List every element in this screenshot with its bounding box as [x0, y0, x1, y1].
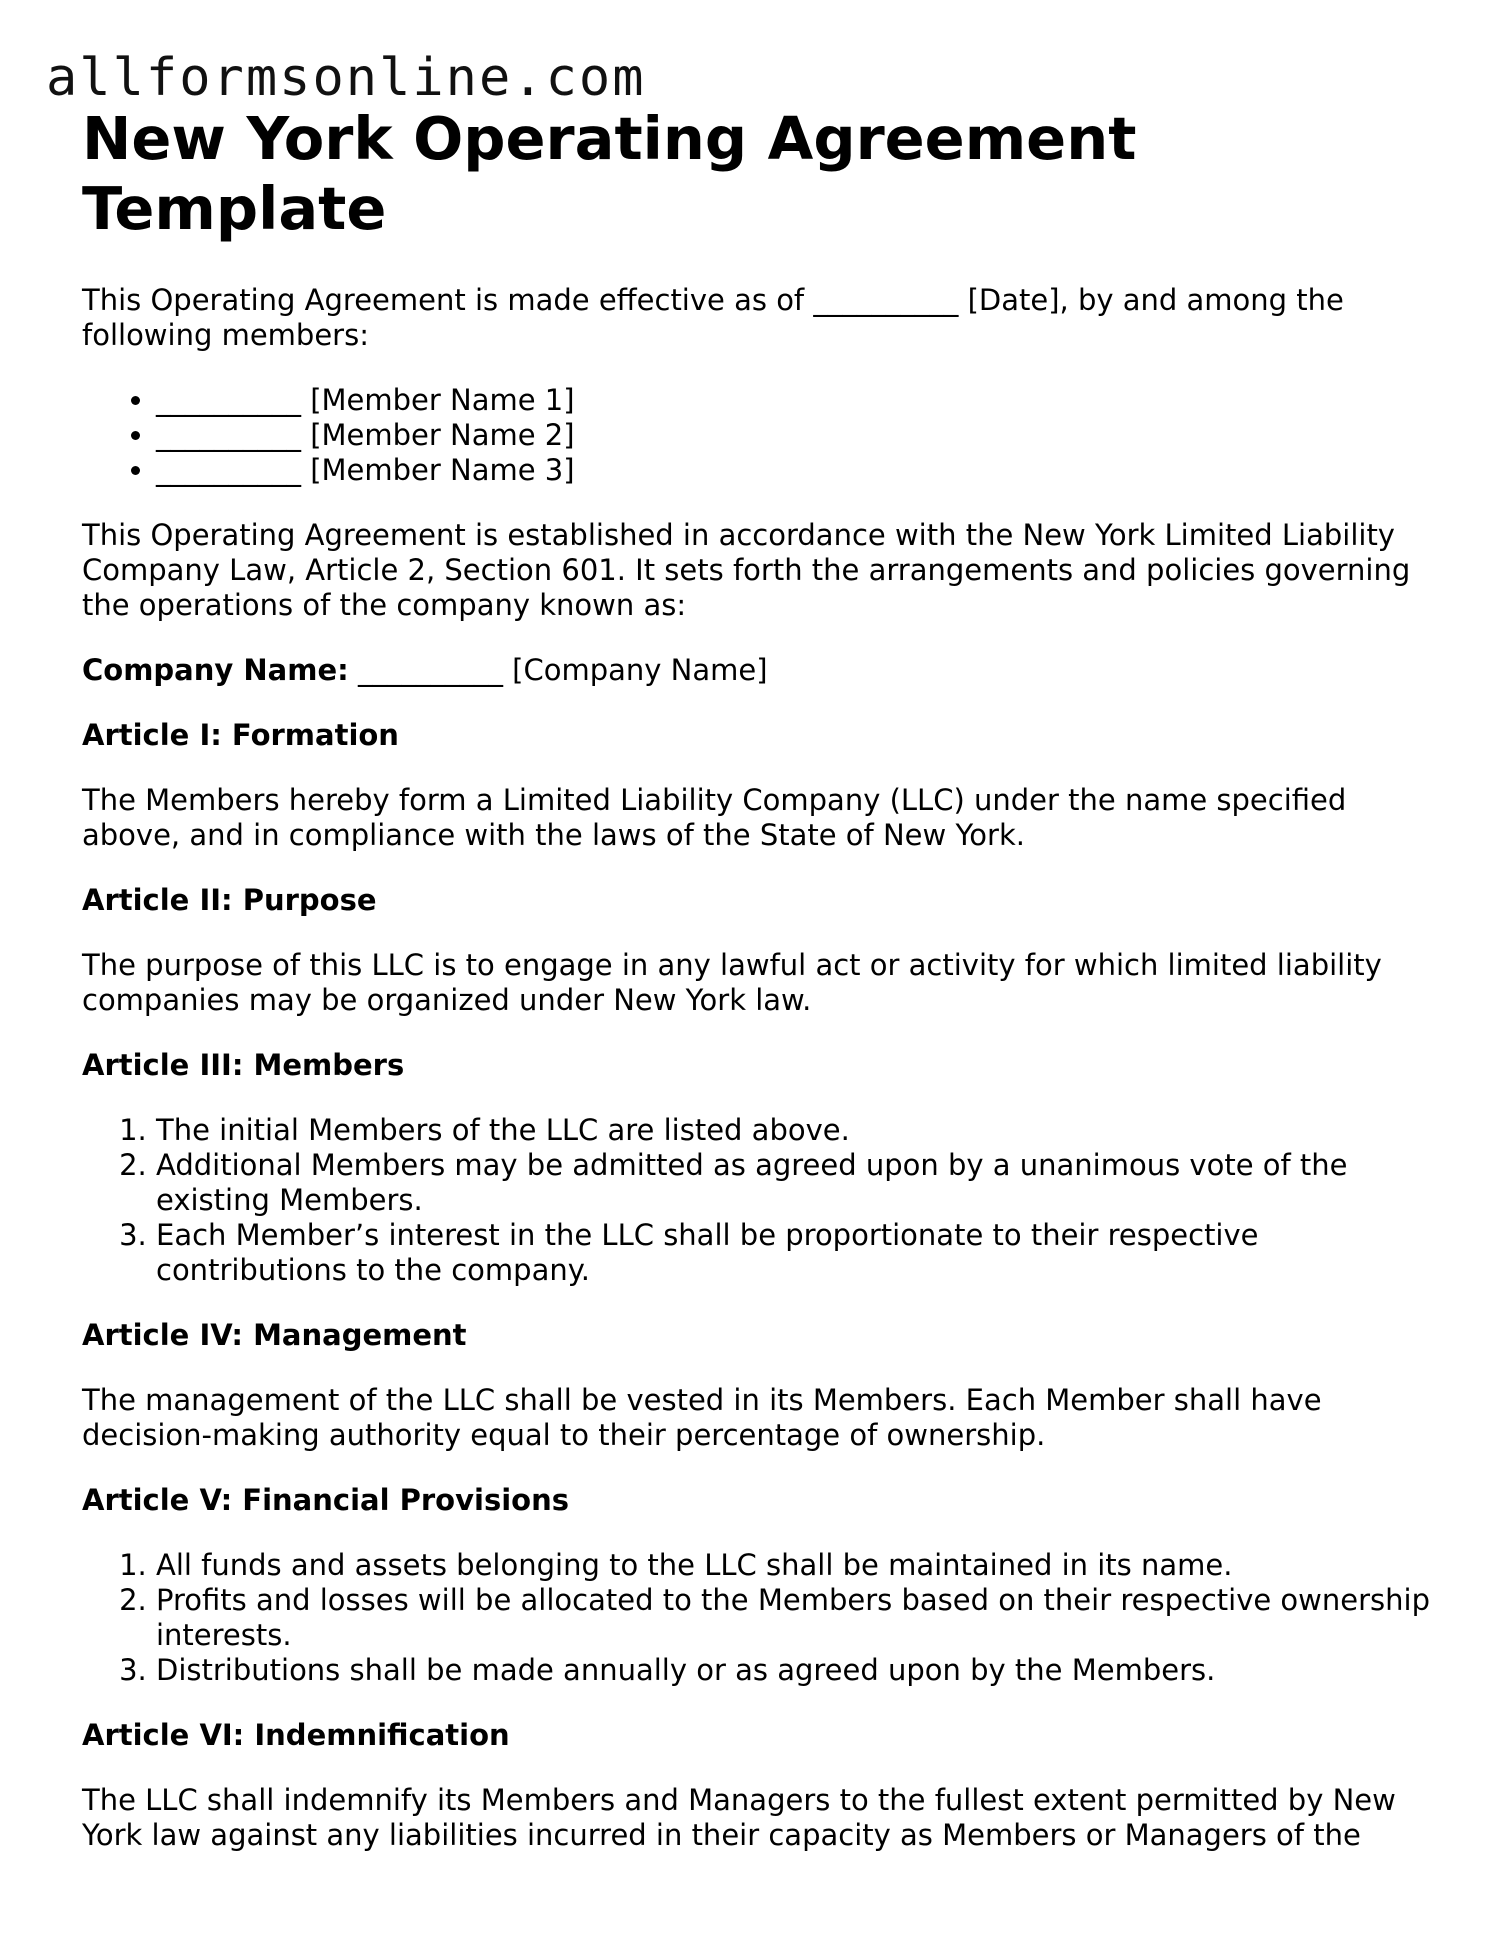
member-name-label: [Member Name 2]: [301, 418, 575, 452]
article-financial-heading: Article V: Financial Provisions: [82, 1483, 569, 1517]
article-purpose-heading: Article II: Purpose: [82, 883, 377, 917]
member-list-item: [156, 383, 1442, 418]
article-management-body: The management of the LLC shall be vested in its Members. Each Member shall have decision-making authority equal to their percentage of ownership.: [82, 1383, 1322, 1452]
list-item: 2. Additional Members may be admitted as agreed upon by a unanimous vote of the existing Members.: [156, 1148, 1442, 1218]
member-name-blank: __________: [156, 453, 301, 487]
intro-paragraph: [82, 283, 1442, 353]
intro-text-after: [Date], by and among the following members:: [82, 283, 1344, 352]
article-members-heading: Article III: Members: [82, 1048, 405, 1082]
member-name-blank: __________: [156, 418, 301, 452]
established-paragraph: This Operating Agreement is established in accordance with the New York Limited Liability Company Law, Article 2, Section 601. It sets forth the arrangements and policies governing the operations of the company known as:: [82, 518, 1411, 622]
member-name-label: [Member Name 3]: [301, 453, 575, 487]
member-list-item: [156, 418, 1442, 453]
list-item: 1. All funds and assets belonging to the LLC shall be maintained in its name.: [156, 1548, 1442, 1583]
list-item: 3. Each Member’s interest in the LLC shall be proportionate to their respective contributions to the company.: [156, 1218, 1442, 1288]
list-item: 3. Distributions shall be made annually or as agreed upon by the Members.: [156, 1653, 1442, 1688]
article-formation-heading: Article I: Formation: [82, 718, 399, 752]
company-name-blank: __________: [348, 653, 503, 687]
member-list-item: [156, 453, 1442, 488]
member-name-label: [Member Name 1]: [301, 383, 575, 417]
article-financial-list: [82, 1548, 1442, 1688]
article-purpose-body: The purpose of this LLC is to engage in any lawful act or activity for which limited liability companies may be organized under New York law.: [82, 948, 1382, 1017]
page-title: New York Operating Agreement Template: [82, 104, 1137, 243]
article-indemnification-heading: Article VI: Indemnification: [82, 1718, 510, 1752]
article-management-heading: Article IV: Management: [82, 1318, 467, 1352]
list-item: 1. The initial Members of the LLC are listed above.: [156, 1113, 1442, 1148]
intro-text-before: This Operating Agreement is made effective as of: [82, 283, 814, 317]
company-name-line: [82, 653, 1442, 688]
article-indemnification-body: The LLC shall indemnify its Members and Managers to the fullest extent permitted by New York law against any liabilities incurred in their capacity as Members or Managers of the: [82, 1783, 1396, 1852]
company-name-label: Company Name:: [82, 653, 349, 687]
document-body: [82, 104, 1442, 1883]
list-item: 2. Profits and losses will be allocated to the Members based on their respective ownership interests.: [156, 1583, 1442, 1653]
site-watermark: allformsonline.com: [46, 48, 646, 108]
article-members-list: [82, 1113, 1442, 1288]
member-list: [82, 383, 1442, 488]
company-name-placeholder: [Company Name]: [502, 653, 768, 687]
article-formation-body: The Members hereby form a Limited Liability Company (LLC) under the name specified above, and in compliance with the laws of the State of New York.: [82, 783, 1347, 852]
date-blank: __________: [813, 283, 959, 317]
member-name-blank: __________: [156, 383, 301, 417]
